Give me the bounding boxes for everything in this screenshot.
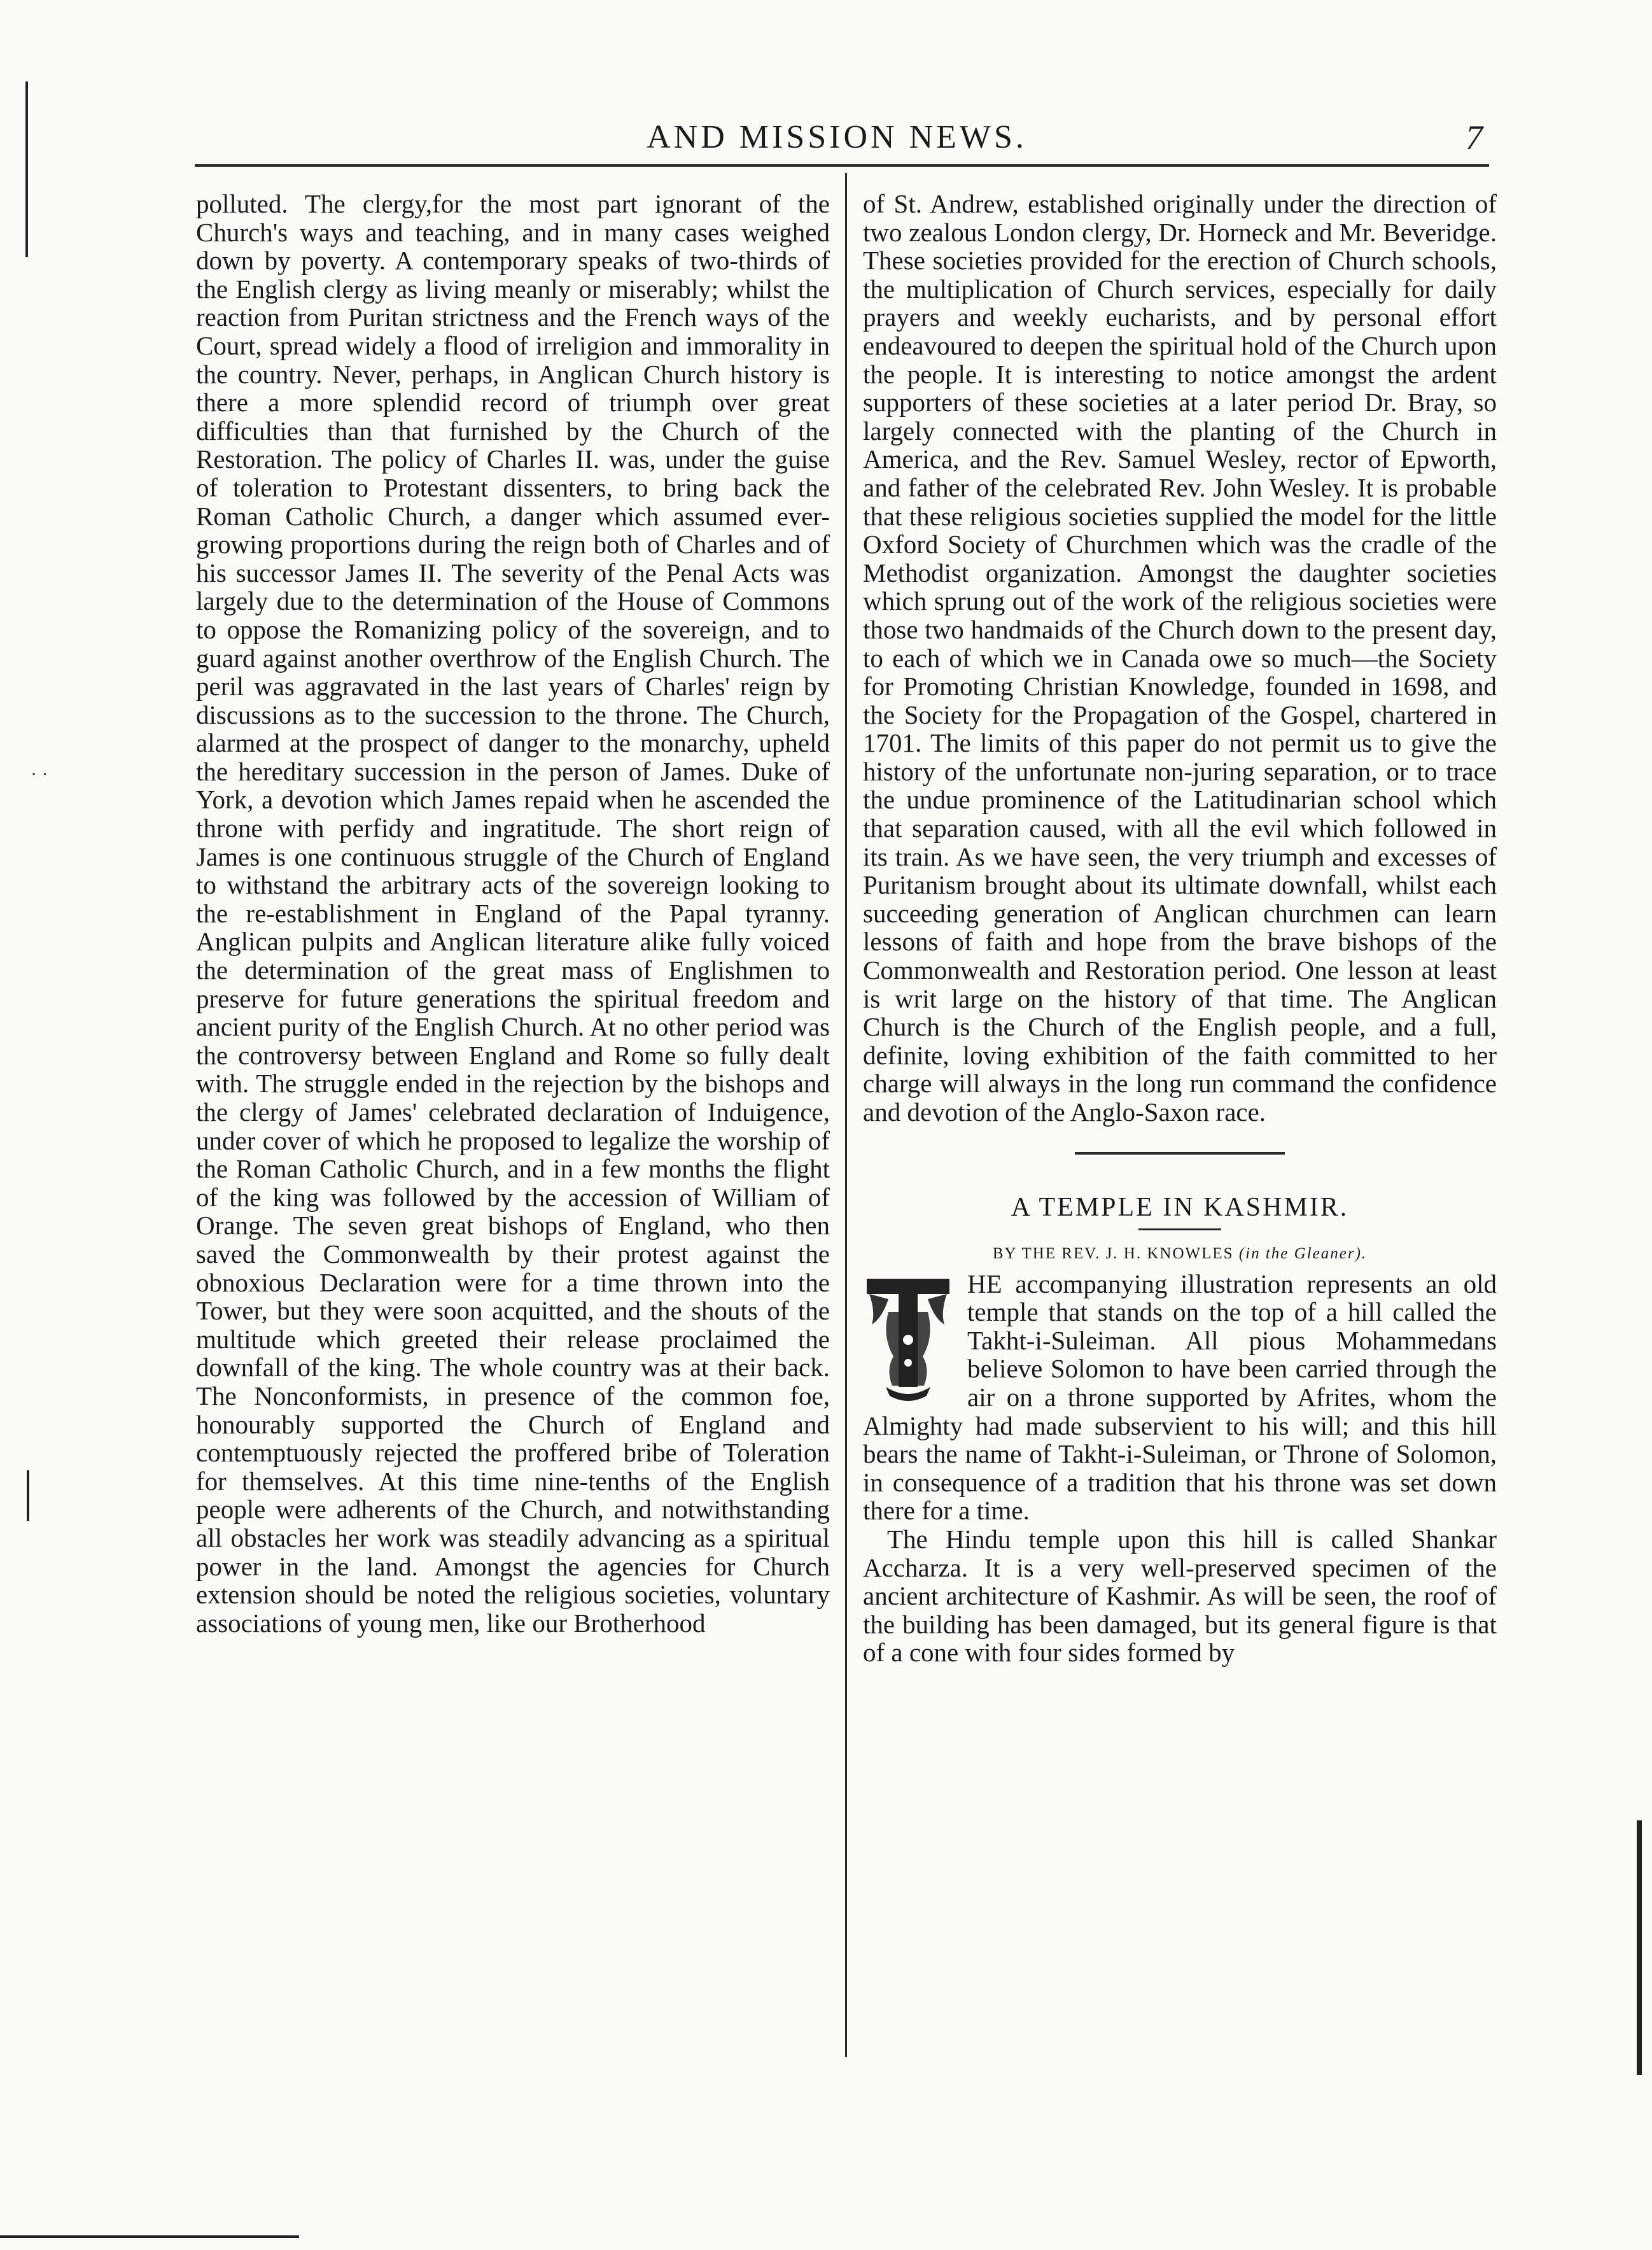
article-byline	[863, 1243, 1497, 1265]
right-column	[863, 190, 1497, 1667]
left-column	[196, 190, 830, 2055]
bottom-scan-rule	[0, 2235, 299, 2238]
byline-source: (in the Gleaner).	[1238, 1244, 1368, 1262]
byline-author: BY THE REV. J. H. KNOWLES	[992, 1244, 1234, 1262]
margin-dots: · ·	[31, 764, 48, 785]
article-paragraph: HE accompanying illustration represents an old temple that stands on the top of a hill called the Takht-i-Suleiman. All pious Mohammedans believe Solomon to have been carried through the air on a throne supported by Afrites, whom the Almighty had made subservient to his will; and this hill bears the name of Takht-i-Suleiman, or Throne of Solomon, in consequence of a tradition that his throne was set down there for a time.	[863, 1269, 1497, 1526]
running-title: AND MISSION NEWS.	[647, 119, 1027, 155]
running-head	[204, 112, 1483, 163]
left-margin-mark	[27, 1470, 29, 1521]
title-rule	[1138, 1228, 1221, 1230]
article-paragraph: The Hindu temple upon this hill is called Shankar Accharza. It is a very well-preserved specimen of the ancient architecture of Kashmir. As will be seen, the roof of the building has been damaged, but its general figure is that of a cone with four sides formed by	[863, 1524, 1497, 1668]
ornamental-dropcap-icon	[863, 1274, 953, 1409]
page-number: 7	[1466, 118, 1483, 157]
left-margin-mark	[25, 81, 28, 257]
section-separator	[1075, 1152, 1285, 1155]
article-title: A TEMPLE IN KASHMIR.	[1011, 1192, 1349, 1222]
body-paragraph: polluted. The clergy,for the most part ignorant of the Church's ways and teaching, and in many cases weighed down by poverty. A contemporary speaks of two-thirds of the English clergy as living meanly or miserably; whilst the reaction from Puritan strictness and the French ways of the Court, spread widely a flood of irreligion and immorality in the country. Never, perhaps, in Anglican Church history is there a more splendid record of triumph over great difficulties than that furnished by the Church of the Restoration. The policy of Charles II. was, under the guise of toleration to Protestant dissenters, to bring back the Roman Catholic Church, a danger which assumed ever-growing proportions during the reign both of Charles and of his successor James II. The severity of the Penal Acts was largely due to the determination of the House of Commons to oppose the Romanizing policy of the sovereign, and to guard against another overthrow of the English Church. The peril was aggravated in the last years of Charles' reign by discussions as to the succession to the throne. The Church, alarmed at the prospect of danger to the monarchy, upheld the hereditary succession in the person of James. Duke of York, a devotion which James repaid when he ascended the throne with perfidy and ingratitude. The short reign of James is one continuous struggle of the Church of England to withstand the arbitrary acts of the sovereign looking to the re-establishment in England of the Papal tyranny. Anglican pulpits and Anglican literature alike fully voiced the determination of the great mass of Englishmen to preserve for future generations the spiritual freedom and ancient purity of the English Church. At no other period was the controversy between England and Rome so fully dealt with. The struggle ended in the rejection by the bishops and the clergy of James' celebrated declaration of Induigence, under cover of which he proposed to legalize the worship of the Roman Catholic Church, and in a few months the flight of the king was followed by the accession of William of Orange. The seven great bishops of England, who then saved the Commonwealth by their protest against the obnoxious Declaration were for a time thrown into the Tower, but they were soon acquitted, and the shouts of the multitude which greeted their release proclaimed the downfall of the king. The whole country was at their back. The Nonconformists, in presence of the common foe, honourably supported the Church of England and contemptuously rejected the proffered bribe of Toleration for themselves. At this time nine-tenths of the English people were adherents of the Church, and notwithstanding all obstacles her work was steadily advancing as a spiritual power in the land. Amongst the agencies for Church extension should be noted the religious societies, voluntary associations of young men, like our Brotherhood	[196, 190, 830, 1638]
body-paragraph: of St. Andrew, established originally under the direction of two zealous London clergy, Dr. Horneck and Mr. Beveridge. These societies provided for the erection of Church schools, the multiplication of Church services, especially for daily prayers and weekly eucharists, and by personal effort endeavoured to deepen the spiritual hold of the Church upon the people. It is interesting to notice amongst the ardent supporters of these societies at a later period Dr. Bray, so largely connected with the planting of the Church in America, and the Rev. Samuel Wesley, rector of Epworth, and father of the celebrated Rev. John Wesley. It is probable that these religious societies supplied the model for the little Oxford Society of Churchmen which was the cradle of the Methodist organization. Amongst the daughter societies which sprung out of the work of the religious societies were those two handmaids of the Church down to the present day, to each of which we in Canada owe so much—the Society for Promoting Christian Knowledge, founded in 1698, and the Society for the Propagation of the Gospel, chartered in 1701. The limits of this paper do not permit us to give the history of the unfortunate non-juring separation, or to trace the undue prominence of the Latitudinarian school which that separation caused, with all the evil which followed in its train. As we have seen, the very triumph and excesses of Puritanism brought about its ultimate downfall, whilst each succeeding generation of Anglican churchmen can learn lessons of faith and hope from the brave bishops of the Commonwealth and Restoration period. One lesson at least is writ large on the history of that time. The Anglican Church is the Church of the English people, and a full, definite, loving exhibition of the faith committed to her charge will always in the long run command the confidence and devotion of the Anglo-Saxon race.	[863, 189, 1497, 1127]
column-rule	[845, 173, 847, 2057]
right-margin-mark	[1637, 1820, 1642, 2075]
header-rule	[195, 164, 1489, 167]
